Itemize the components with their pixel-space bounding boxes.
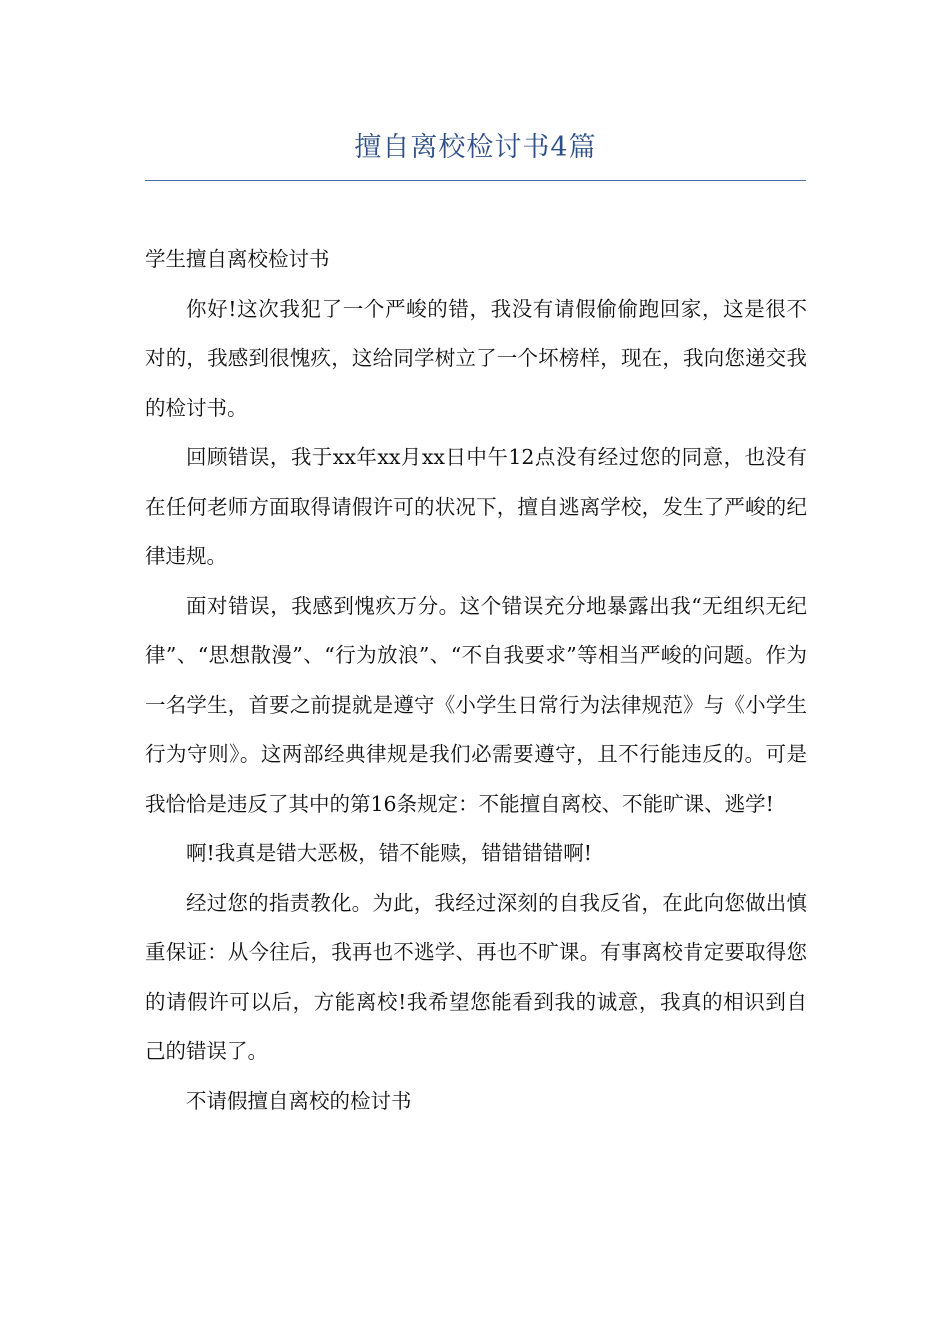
document-body <box>145 235 807 1126</box>
section-heading: 不请假擅自离校的检讨书 <box>186 1088 412 1113</box>
paragraph: 回顾错误，我于xx年xx月xx日中午12点没有经过您的同意，也没有在任何老师方面取得请假许可的状况下，擅自逃离学校，发生了严峻的纪律违规。 <box>145 445 807 568</box>
paragraph: 啊!我真是错大恶极，错不能赎，错错错错啊! <box>186 841 592 865</box>
title-underline <box>145 180 806 181</box>
paragraph: 你好!这次我犯了一个严峻的错，我没有请假偷偷跑回家，这是很不对的，我感到很愧疚，这给同学树立了一个坏榜样，现在，我向您递交我的检讨书。 <box>145 296 807 420</box>
paragraph: 面对错误，我感到愧疚万分。这个错误充分地暴露出我“无组织无纪律”、“思想散漫”、“行为放浪”、“不自我要求”等相当严峻的问题。作为一名学生，首要之前提就是遵守《小学生日常行为法律规范》与《小学生行为守则》。这两部经典律规是我们必需要遵守，且不行能违反的。可是我恰恰是违反了其中的第16条规定：不能擅自离校、不能旷课、逃学! <box>145 593 807 816</box>
document-title: 擅自离校检讨书4篇 <box>354 132 597 163</box>
paragraph: 经过您的指责教化。为此，我经过深刻的自我反省，在此向您做出慎重保证：从今往后，我再也不逃学、再也不旷课。有事离校肯定要取得您的请假许可以后，方能离校!我希望您能看到我的诚意，我真的相识到自己的错误了。 <box>145 890 807 1063</box>
section-heading: 学生擅自离校检讨书 <box>145 247 330 271</box>
